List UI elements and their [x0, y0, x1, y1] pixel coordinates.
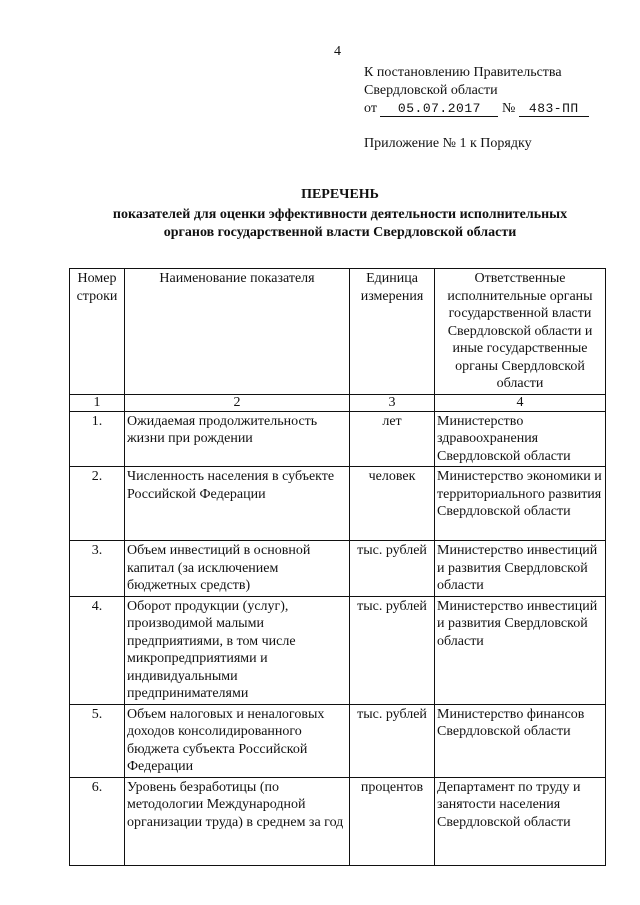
title-line-1: показателей для оценки эффективности деятельности исполнительных	[112, 207, 568, 222]
responsible-body: Министерство инвестиций и развития Свердловской области	[435, 596, 606, 704]
row-number: 1.	[70, 411, 125, 467]
indicator-name: Уровень безработицы (по методологии Международной организации труда) в среднем за год	[125, 777, 350, 865]
appendix-label: Приложение № 1 к Порядку	[364, 136, 532, 151]
row-number: 5.	[70, 704, 125, 777]
indicator-name: Объем налоговых и неналоговых доходов консолидированного бюджета субъекта Российской Федерации	[125, 704, 350, 777]
header-unit: Единица измерения	[350, 269, 435, 395]
header-line-1: К постановлению Правительства	[364, 65, 562, 80]
table-row	[70, 777, 606, 865]
indicator-name: Объем инвестиций в основной капитал (за исключением бюджетных средств)	[125, 541, 350, 597]
table-row	[70, 704, 606, 777]
column-number-row	[70, 394, 606, 411]
table-row	[70, 596, 606, 704]
table-row	[70, 411, 606, 467]
column-number: 4	[435, 394, 606, 411]
responsible-body: Министерство инвестиций и развития Свердловской области	[435, 541, 606, 597]
indicators-table	[69, 268, 606, 866]
row-number: 3.	[70, 541, 125, 597]
indicator-name: Ожидаемая продолжительность жизни при рождении	[125, 411, 350, 467]
row-number: 4.	[70, 596, 125, 704]
resolution-reference	[364, 64, 589, 118]
indicator-name: Численность населения в субъекте Российской Федерации	[125, 467, 350, 541]
resolution-number: 483-ПП	[519, 101, 589, 117]
unit: тыс. рублей	[350, 596, 435, 704]
number-prefix: №	[501, 101, 516, 116]
indicator-name: Оборот продукции (услуг), производимой малыми предприятиями, в том числе микропредприятиями и индивидуальными предпринимателями	[125, 596, 350, 704]
title-line-2: органов государственной власти Свердловской области	[163, 225, 517, 240]
table-row	[70, 467, 606, 541]
unit: процентов	[350, 777, 435, 865]
table-row	[70, 541, 606, 597]
column-number: 2	[125, 394, 350, 411]
document-title	[40, 186, 640, 242]
row-number: 2.	[70, 467, 125, 541]
responsible-body: Департамент по труду и занятости населения Свердловской области	[435, 777, 606, 865]
page-number: 4	[334, 44, 341, 59]
header-line-2: Свердловской области	[364, 83, 498, 98]
unit: человек	[350, 467, 435, 541]
responsible-body: Министерство здравоохранения Свердловской области	[435, 411, 606, 467]
date-prefix: от	[364, 101, 377, 116]
title-main: ПЕРЕЧЕНЬ	[301, 187, 379, 202]
column-number: 3	[350, 394, 435, 411]
unit: тыс. рублей	[350, 541, 435, 597]
header-indicator-name: Наименование показателя	[125, 269, 350, 395]
unit: тыс. рублей	[350, 704, 435, 777]
resolution-date: 05.07.2017	[380, 101, 498, 117]
unit: лет	[350, 411, 435, 467]
column-number: 1	[70, 394, 125, 411]
table-header-row	[70, 269, 606, 395]
responsible-body: Министерство финансов Свердловской области	[435, 704, 606, 777]
header-date-line	[364, 100, 589, 118]
responsible-body: Министерство экономики и территориального развития Свердловской области	[435, 467, 606, 541]
row-number: 6.	[70, 777, 125, 865]
header-responsible: Ответственные исполнительные органы государственной власти Свердловской области и иные государственные органы Свердловской области	[435, 269, 606, 395]
header-row-number: Номер строки	[70, 269, 125, 395]
